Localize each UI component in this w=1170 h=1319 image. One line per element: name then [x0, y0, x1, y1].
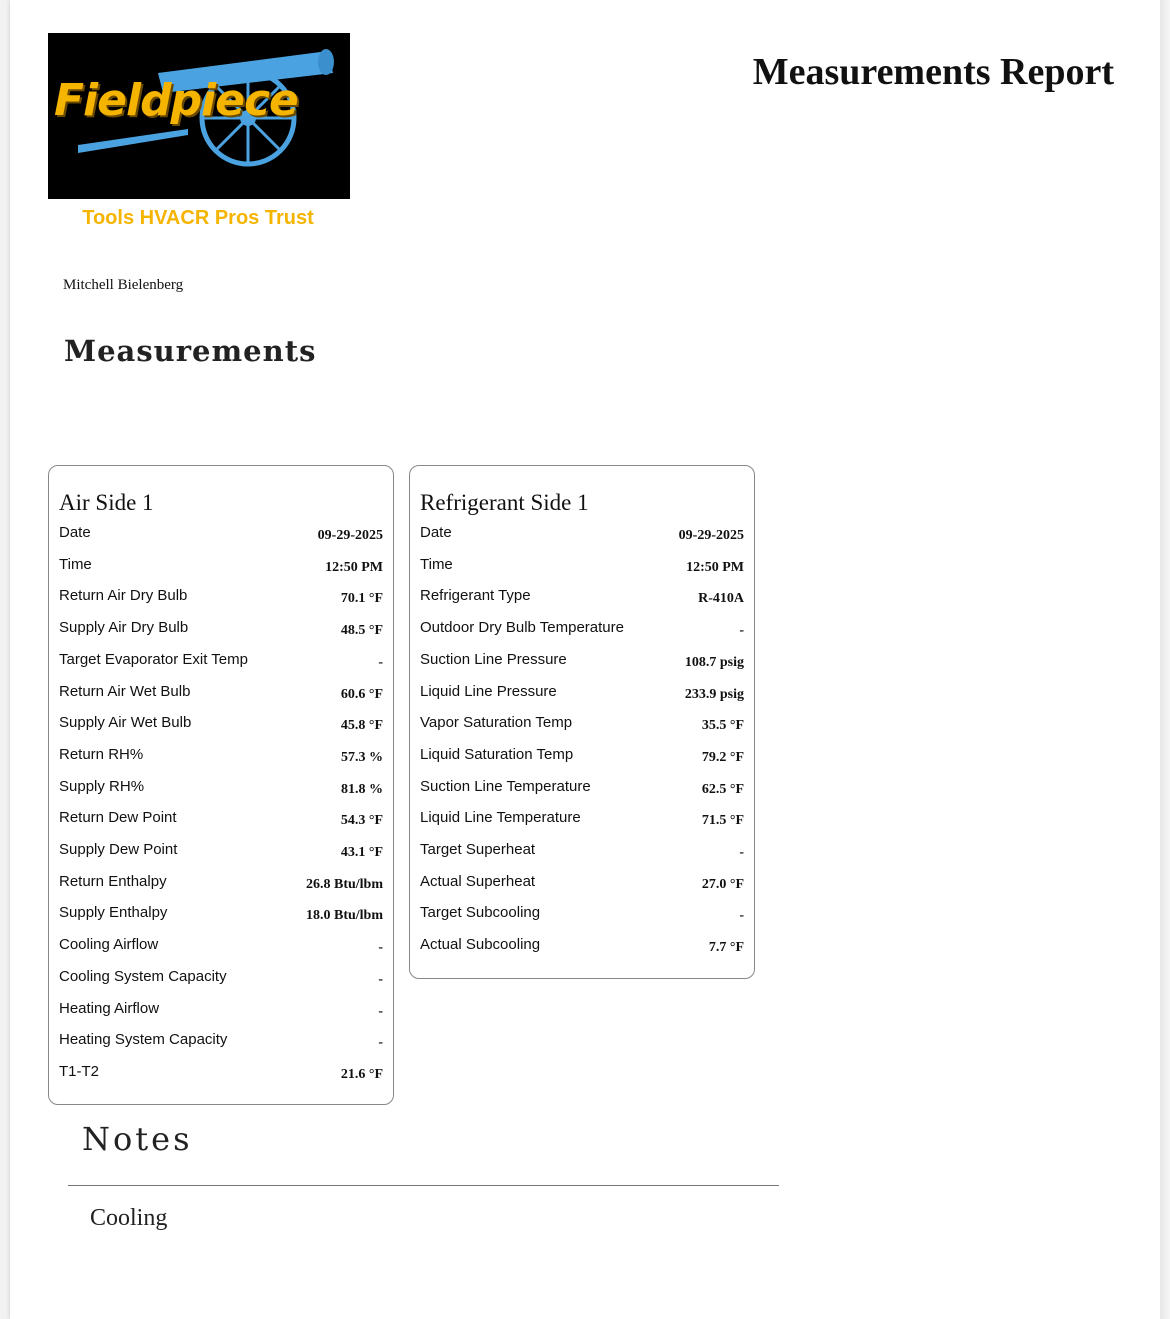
measurement-value: -: [739, 908, 744, 924]
measurement-label: Target Subcooling: [420, 904, 541, 922]
measurement-label: Return Enthalpy: [59, 872, 167, 890]
measurement-label: Time: [59, 555, 92, 573]
measurement-value: 27.0 °F: [701, 876, 744, 892]
measurement-label: Cooling System Capacity: [59, 967, 227, 985]
measurement-value: 57.3 %: [341, 749, 383, 765]
measurement-label: Suction Line Pressure: [420, 650, 567, 668]
measurement-label: Supply Air Wet Bulb: [59, 714, 192, 732]
measurement-row: [420, 683, 744, 703]
measurement-row: [59, 841, 383, 861]
measurement-label: Supply Enthalpy: [59, 904, 168, 922]
measurement-row: [420, 714, 744, 734]
measurement-row: [420, 556, 744, 576]
section-title: Measurements: [64, 334, 317, 368]
measurement-row: [420, 746, 744, 766]
measurement-row: [420, 524, 744, 544]
measurement-value: 60.6 °F: [340, 686, 383, 702]
measurement-label: Refrigerant Type: [420, 587, 531, 605]
measurement-row: [59, 1063, 383, 1083]
measurement-row: [420, 904, 744, 924]
measurement-value: 09-29-2025: [678, 528, 744, 543]
measurement-label: Heating Airflow: [59, 999, 160, 1017]
measurement-value: 09-29-2025: [317, 528, 383, 543]
notes-text: Cooling: [90, 1205, 168, 1231]
measurement-label: Date: [59, 524, 91, 541]
measurement-value: 54.3 °F: [340, 813, 383, 829]
measurement-label: Target Superheat: [420, 841, 536, 858]
measurement-row: [59, 778, 383, 798]
measurement-row: [59, 587, 383, 607]
measurement-row: [59, 809, 383, 829]
measurement-value: 18.0 Btu/lbm: [305, 908, 383, 924]
measurement-label: Return Air Wet Bulb: [59, 682, 191, 700]
measurement-value: 45.8 °F: [340, 718, 383, 734]
measurement-value: 26.8 Btu/lbm: [305, 876, 383, 892]
measurement-row: [59, 683, 383, 703]
measurement-value: 12:50 PM: [325, 559, 383, 575]
measurement-label: Actual Superheat: [420, 872, 536, 890]
measurement-value: 35.5 °F: [701, 718, 744, 734]
measurement-row: [59, 873, 383, 893]
measurement-label: Liquid Line Temperature: [420, 809, 581, 827]
measurement-label: Return Dew Point: [59, 809, 177, 827]
measurement-row: [420, 778, 744, 798]
measurement-label: Supply RH%: [59, 777, 145, 795]
measurement-value: 48.5 °F: [340, 623, 383, 639]
measurement-row: [59, 651, 383, 671]
measurement-row: [420, 809, 744, 829]
measurement-label: Target Evaporator Exit Temp: [59, 650, 248, 668]
measurement-value: 43.1 °F: [340, 845, 383, 860]
measurement-label: Time: [420, 555, 453, 573]
measurement-label: Suction Line Temperature: [420, 777, 591, 795]
measurement-label: Liquid Line Pressure: [420, 682, 557, 700]
measurement-value: -: [378, 971, 383, 987]
measurement-row: [59, 556, 383, 576]
measurement-value: R-410A: [698, 591, 744, 607]
measurement-label: Vapor Saturation Temp: [420, 714, 573, 732]
measurement-label: Supply Dew Point: [59, 841, 178, 858]
measurement-value: -: [739, 845, 744, 860]
measurement-row: [59, 904, 383, 924]
measurement-value: 7.7 °F: [708, 940, 744, 956]
measurement-row: [59, 968, 383, 988]
measurement-label: T1-T2: [59, 1062, 100, 1080]
measurement-value: 70.1 °F: [340, 591, 383, 607]
measurement-value: 79.2 °F: [701, 749, 744, 765]
measurement-value: -: [378, 1035, 383, 1051]
measurement-label: Heating System Capacity: [59, 1031, 228, 1049]
air-side-card: [48, 465, 394, 1105]
measurement-label: Return RH%: [59, 745, 144, 763]
report-title: Measurements Report: [752, 51, 1114, 93]
logo-tagline: Tools HVACR Pros Trust: [82, 207, 314, 229]
measurement-value: 21.6 °F: [340, 1066, 383, 1082]
measurement-value: -: [739, 623, 744, 639]
refrigerant-side-title: Refrigerant Side 1: [420, 490, 589, 515]
notes-title: Notes: [82, 1120, 193, 1158]
logo-wordmark: Fieldpiece: [54, 75, 298, 126]
report-page: [10, 0, 1160, 1319]
measurement-label: Return Air Dry Bulb: [59, 587, 188, 605]
measurement-value: 12:50 PM: [686, 559, 744, 575]
measurement-row: [59, 619, 383, 639]
measurement-row: [59, 746, 383, 766]
measurement-row: [59, 1000, 383, 1020]
measurement-value: 233.9 psig: [684, 686, 744, 702]
measurement-row: [420, 936, 744, 956]
measurement-row: [59, 524, 383, 544]
measurement-value: -: [378, 940, 383, 956]
notes-divider: [68, 1185, 779, 1186]
measurement-label: Liquid Saturation Temp: [420, 745, 574, 763]
measurement-row: [59, 1031, 383, 1051]
measurement-label: Outdoor Dry Bulb Temperature: [420, 619, 624, 637]
technician-name: Mitchell Bielenberg: [63, 277, 184, 293]
measurement-row: [420, 841, 744, 861]
measurement-row: [59, 936, 383, 956]
measurement-value: -: [378, 1003, 383, 1019]
air-side-title: Air Side 1: [59, 490, 154, 515]
measurement-label: Cooling Airflow: [59, 936, 159, 954]
fieldpiece-logo: [48, 33, 350, 229]
measurement-row: [420, 651, 744, 671]
measurement-value: 108.7 psig: [684, 654, 744, 670]
measurement-label: Date: [420, 524, 452, 541]
measurement-value: -: [378, 654, 383, 670]
measurement-value: 71.5 °F: [701, 813, 744, 829]
measurement-value: 81.8 %: [341, 781, 383, 797]
measurement-row: [420, 873, 744, 893]
refrigerant-side-card: [409, 465, 755, 979]
measurement-row: [59, 714, 383, 734]
measurement-row: [420, 619, 744, 639]
measurement-value: 62.5 °F: [701, 781, 744, 797]
measurement-row: [420, 587, 744, 607]
page-edge: [1160, 0, 1170, 1319]
measurement-label: Supply Air Dry Bulb: [59, 619, 189, 637]
measurement-label: Actual Subcooling: [420, 936, 541, 954]
